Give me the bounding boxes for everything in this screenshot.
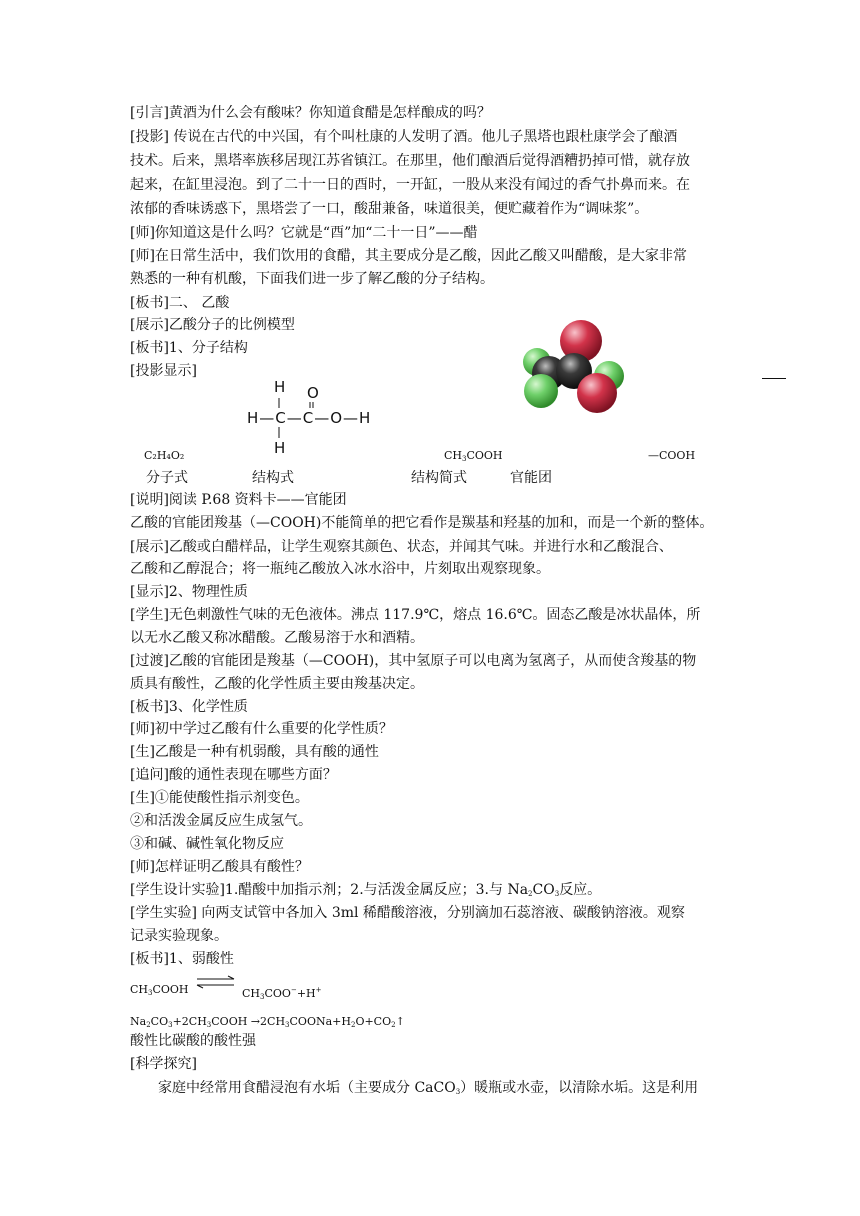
structural-formula — [245, 378, 385, 460]
equation-ionization-left: $CH_3COOH$ — [130, 983, 189, 997]
text-line: [学生实验] 向两支试管中各加入 3ml 稀醋酸溶液，分别滴加石蕊溶液、碳酸钠溶液。观察 — [130, 905, 685, 921]
text-line: [板书]二、 乙酸 — [130, 295, 230, 311]
text-line: [板书]1、分子结构 — [130, 340, 248, 356]
text-line: ②和活泼金属反应生成氢气。 — [130, 813, 312, 829]
simple-formula: $CH_3COOH$ — [444, 449, 503, 463]
text-line: [学生设计实验]1.醋酸中加指示剂；2.与活泼金属反应；3.与 $Na_2CO_3$反应。 — [130, 882, 602, 898]
label-simple: 结构简式 — [411, 470, 467, 486]
text-line: [引言]黄酒为什么会有酸味？你知道食醋是怎样酿成的吗？ — [130, 105, 491, 121]
text-line: [投影显示] — [130, 363, 197, 379]
text-line: 乙酸和乙醇混合；将一瓶纯乙酸放入冰水浴中，片刻取出观察现象。 — [130, 561, 550, 577]
acetic-acid-model-image — [515, 315, 635, 425]
text-line: [生]①能使酸性指示剂变色。 — [130, 790, 309, 806]
text-line: 酸性比碳酸的酸性强 — [130, 1033, 256, 1049]
text-line: 起来，在缸里浸泡。到了二十一日的酉时，一开缸，一股从来没有闻过的香气扑鼻而来。在 — [130, 177, 690, 193]
text-line: [板书]3、化学性质 — [130, 699, 248, 715]
struct-main-chain: H—C—C—O—H — [247, 409, 372, 427]
text-line: 乙酸的官能团羧基（—COOH)不能简单的把它看作是羰基和羟基的加和，而是一个新的整体。 — [130, 515, 714, 531]
text-line: [显示]2、物理性质 — [130, 584, 248, 600]
label-group: 官能团 — [510, 470, 552, 486]
text-line: [师]你知道这是什么吗？它就是“酉”加“二十一日”——醋 — [130, 225, 478, 241]
equation-ionization-right: $CH_3COO^-+H^+$ — [242, 986, 322, 1001]
text-line: [师]怎样证明乙酸具有酸性？ — [130, 859, 309, 875]
text-line: [生]乙酸是一种有机弱酸，具有酸的通性 — [130, 744, 379, 760]
functional-group: —COOH — [648, 449, 696, 462]
molecular-formula: C₂H₄O₂ — [144, 449, 185, 462]
text-line: [投影] 传说在古代的中兴国，有个叫杜康的人发明了酒。他儿子黑塔也跟杜康学会了酿酒 — [130, 129, 678, 145]
text-line: 熟悉的一种有机酸，下面我们进一步了解乙酸的分子结构。 — [130, 271, 494, 287]
text-line: [展示]乙酸或白醋样品，让学生观察其颜色、状态，并闻其气味。并进行水和乙酸混合、 — [130, 539, 673, 555]
label-molecular: 分子式 — [146, 470, 188, 486]
dash-mark — [762, 378, 786, 379]
text-line: [师]在日常生活中，我们饮用的食醋，其主要成分是乙酸，因此乙酸又叫醋酸，是大家非常 — [130, 248, 687, 264]
struct-h-top: H — [274, 378, 286, 396]
equation-carbonate: $Na_2CO_3+2CH_3COOH$ $\to 2CH_3COONa+H_2O+CO_2↑$ — [130, 1015, 405, 1029]
text-line: 质具有酸性，乙酸的化学性质主要由羧基决定。 — [130, 676, 424, 692]
text-line: [板书]1、弱酸性 — [130, 951, 234, 967]
text-line: [过渡]乙酸的官能团是羧基（—COOH)，其中氢原子可以电离为氢离子，从而使含羧基的物 — [130, 653, 697, 669]
equilibrium-arrow-icon — [196, 975, 236, 989]
text-line: 技术。后来，黑塔率族移居现江苏省镇江。在那里，他们酿酒后觉得酒糟扔掉可惜，就存放 — [130, 153, 690, 169]
text-line: 浓郁的香味诱惑下，黑塔尝了一口，酸甜兼备，味道很美，便贮藏着作为“调味浆”。 — [130, 201, 649, 217]
text-line: 记录实验现象。 — [130, 928, 228, 944]
struct-o-top: O — [307, 384, 319, 402]
struct-h-bottom: H — [274, 439, 286, 457]
text-line: [科学探究] — [130, 1056, 197, 1072]
text-line: [展示]乙酸分子的比例模型 — [130, 317, 295, 333]
text-line: ③和碱、碱性氧化物反应 — [130, 836, 284, 852]
text-line: 家庭中经常用食醋浸泡有水垢（主要成分 CaCO$_3$）暖瓶或水壶，以清除水垢。这是利用 — [158, 1080, 699, 1096]
text-line: [学生]无色刺激性气味的无色液体。沸点 117.9℃，熔点 16.6℃。固态乙酸是冰状晶体，所 — [130, 607, 701, 623]
label-structural: 结构式 — [252, 470, 294, 486]
text-line: 以无水乙酸又称冰醋酸。乙酸易溶于水和酒精。 — [130, 630, 424, 646]
text-line: [追问]酸的通性表现在哪些方面？ — [130, 767, 337, 783]
text-line: [师]初中学过乙酸有什么重要的化学性质？ — [130, 721, 393, 737]
text-line: [说明]阅读 P.68 资料卡——官能团 — [130, 492, 347, 508]
